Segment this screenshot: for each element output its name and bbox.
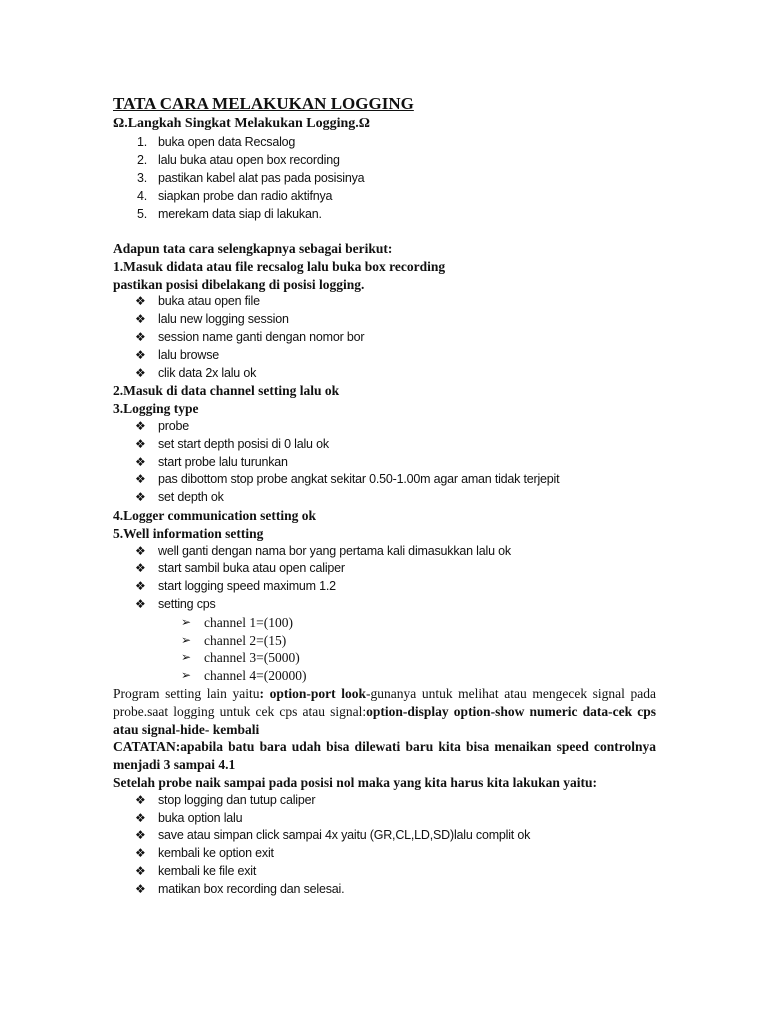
diamond-bullet-icon: ❖ — [135, 543, 146, 558]
section5-heading: 5.Well information setting — [113, 525, 264, 541]
arrow-bullet-icon: ➢ — [181, 668, 192, 683]
catatan-note: CATATAN:apabila batu bara udah bisa dilewati baru kita bisa menaikan speed controlnya menjadi 3 sampai 4.1 — [113, 739, 656, 773]
diamond-bullet-icon: ❖ — [135, 312, 146, 327]
section2-heading: 2.Masuk di data channel setting lalu ok — [113, 383, 340, 399]
diamond-bullet-icon: ❖ — [135, 846, 146, 861]
diamond-bullet-icon: ❖ — [135, 454, 146, 469]
list-item: ❖ matikan box recording dan selesai. — [113, 881, 656, 899]
arrow-bullet-icon: ➢ — [181, 614, 192, 629]
diamond-bullet-icon: ❖ — [135, 863, 146, 878]
list-item: ❖ buka option lalu — [113, 810, 656, 828]
list-item: ❖ clik data 2x lalu ok — [113, 365, 656, 383]
diamond-bullet-icon: ❖ — [135, 792, 146, 807]
page-title: TATA CARA MELAKUKAN LOGGING — [113, 94, 414, 113]
list-item: ❖ start logging speed maximum 1.2 — [113, 578, 656, 596]
list-item: 3. pastikan kabel alat pas pada posisinya — [137, 171, 365, 185]
list-item: ❖ set start depth posisi di 0 lalu ok — [113, 436, 656, 454]
diamond-bullet-icon: ❖ — [135, 561, 146, 576]
diamond-bullet-icon: ❖ — [135, 490, 146, 505]
list-item: ❖ pas dibottom stop probe angkat sekitar 0.50-1.00m agar aman tidak terjepit — [113, 471, 656, 489]
diamond-bullet-icon: ❖ — [135, 881, 146, 896]
steps-list — [113, 133, 656, 223]
diamond-bullet-icon: ❖ — [135, 828, 146, 843]
list-item: ❖ session name ganti dengan nomor bor — [113, 329, 656, 347]
diamond-bullet-icon: ❖ — [135, 472, 146, 487]
arrow-bullet-icon: ➢ — [181, 632, 192, 647]
list-item: 2. lalu buka atau open box recording — [137, 153, 340, 167]
diamond-bullet-icon: ❖ — [135, 365, 146, 380]
section1-list — [113, 293, 656, 382]
list-item: ➢ channel 2=(15) — [181, 632, 287, 648]
diamond-bullet-icon: ❖ — [135, 579, 146, 594]
list-item: ❖ lalu new logging session — [113, 311, 656, 329]
intro-text: Adapun tata cara selengkapnya sebagai berikut: — [113, 241, 393, 256]
diamond-bullet-icon: ❖ — [135, 418, 146, 433]
section3-heading: 3.Logging type — [113, 401, 199, 417]
channel-list — [113, 614, 656, 685]
diamond-bullet-icon: ❖ — [135, 347, 146, 362]
after-heading: Setelah probe naik sampai pada posisi nol maka yang kita harus kita lakukan yaitu: — [113, 774, 598, 790]
list-item: ❖ save atau simpan click sampai 4x yaitu (GR,CL,LD,SD)lalu complit ok — [113, 827, 656, 845]
list-item: ➢ channel 4=(20000) — [181, 668, 307, 684]
list-item: 5. merekam data siap di lakukan. — [137, 207, 322, 221]
list-item: ❖ lalu browse — [113, 347, 656, 365]
list-item: ❖ probe — [113, 418, 656, 436]
list-item: 1. buka open data Recsalog — [137, 135, 296, 149]
program-paragraph: Program setting lain yaitu: option-port look-gunanya untuk melihat atau mengecek signal pada probe.saat logging untuk cek cps atau signal:option-display option-show numeric data-cek cps atau signal-hide- kembali — [113, 685, 656, 737]
diamond-bullet-icon: ❖ — [135, 596, 146, 611]
section1-subheading: pastikan posisi dibelakang di posisi logging. — [113, 276, 365, 292]
list-item: ❖ buka atau open file — [113, 293, 656, 311]
list-item: ❖ setting cps — [113, 596, 656, 614]
document-page — [113, 94, 656, 898]
list-item: ❖ kembali ke file exit — [113, 863, 656, 881]
list-item: 4. siapkan probe dan radio aktifnya — [137, 189, 333, 203]
diamond-bullet-icon: ❖ — [135, 810, 146, 825]
list-item: ❖ start probe lalu turunkan — [113, 454, 656, 472]
list-item: ❖ start sambil buka atau open caliper — [113, 560, 656, 578]
diamond-bullet-icon: ❖ — [135, 294, 146, 309]
section5-list — [113, 543, 656, 614]
arrow-bullet-icon: ➢ — [181, 650, 192, 665]
diamond-bullet-icon: ❖ — [135, 329, 146, 344]
list-item: ❖ stop logging dan tutup caliper — [113, 792, 656, 810]
list-item: ❖ set depth ok — [113, 489, 656, 507]
list-item: ➢ channel 3=(5000) — [181, 650, 300, 666]
section3-list — [113, 418, 656, 507]
list-item: ➢ channel 1=(100) — [181, 614, 293, 630]
diamond-bullet-icon: ❖ — [135, 436, 146, 451]
after-list — [113, 792, 656, 899]
list-item: ❖ kembali ke option exit — [113, 845, 656, 863]
subtitle: Ω.Langkah Singkat Melakukan Logging.Ω — [113, 116, 371, 131]
list-item: ❖ well ganti dengan nama bor yang pertama kali dimasukkan lalu ok — [113, 543, 656, 561]
section1-heading: 1.Masuk didata atau file recsalog lalu buka box recording — [113, 258, 446, 274]
section4-heading: 4.Logger communication setting ok — [113, 507, 316, 523]
